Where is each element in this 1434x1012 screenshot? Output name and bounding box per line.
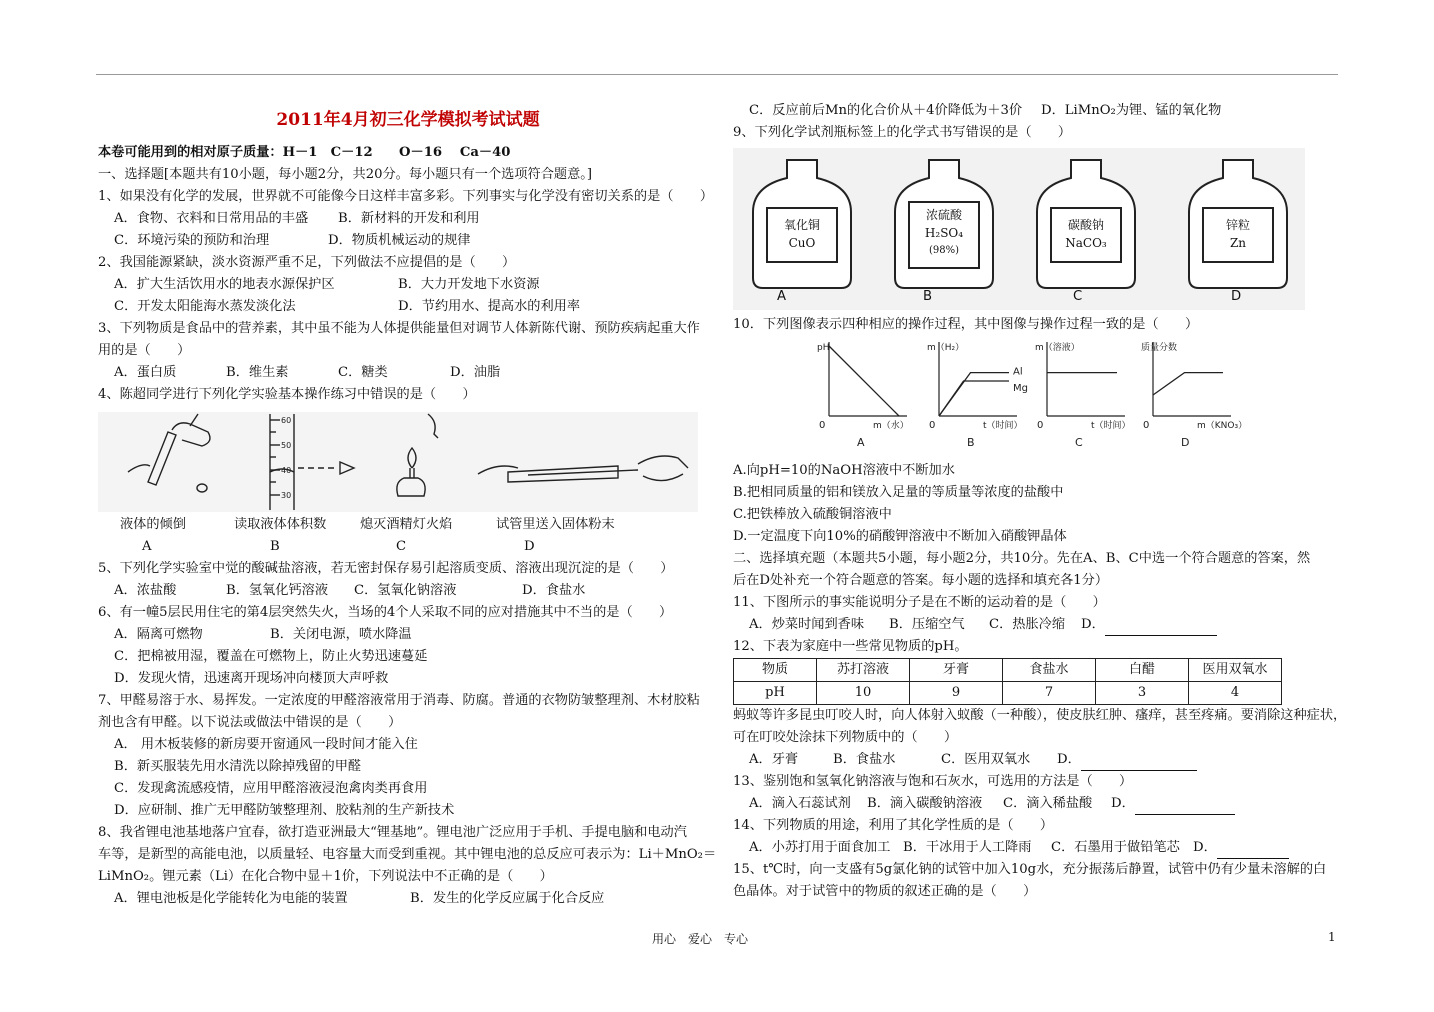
q11-answer-blank[interactable] bbox=[1105, 621, 1217, 636]
q3-option-c: C．糖类 bbox=[338, 365, 388, 380]
q11-option-a: A．炒菜时闻到香味 bbox=[749, 617, 865, 632]
q12-option-d: D． bbox=[1057, 752, 1081, 767]
q4-stem: 4、陈超同学进行下列化学实验基本操作练习中错误的是（ ） bbox=[98, 387, 476, 402]
q14-option-c: C．石墨用于做铅笔芯 bbox=[1051, 840, 1180, 855]
q13-option-a: A．滴入石蕊试剂 bbox=[749, 796, 851, 811]
q14-answer-blank[interactable] bbox=[1217, 844, 1289, 859]
q14-option-a: A．小苏打用于面食加工 bbox=[749, 840, 891, 855]
bottle-b-formula: H₂SO₄ bbox=[924, 226, 964, 240]
q11-option-c: C．热胀冷缩 bbox=[989, 617, 1066, 632]
bottle-d-name: 锌粒 bbox=[1225, 218, 1250, 232]
series-line bbox=[939, 373, 1009, 416]
q4-caption-d: 试管里送入固体粉末 bbox=[496, 517, 615, 532]
tick-label: 30 bbox=[281, 491, 292, 500]
q6-stem: 6、有一幢5层民用住宅的第4层突然失火，当场的4个人采取不同的应对措施其中不当的是（ ） bbox=[98, 605, 673, 620]
x-axis-label: t（时间） bbox=[1091, 421, 1131, 431]
q10-charts-svg bbox=[733, 336, 1333, 460]
tick-label: 40 bbox=[281, 466, 292, 475]
q1-option-b: B．新材料的开发和利用 bbox=[338, 211, 480, 226]
q6-option-c: C．把棉被用湿，覆盖在可燃物上，防止火势迅速蔓延 bbox=[114, 649, 428, 664]
q12-option-c: C．医用双氧水 bbox=[941, 752, 1031, 767]
q5-option-a: A．浓盐酸 bbox=[114, 583, 177, 598]
chart-letter: D bbox=[1181, 436, 1190, 449]
q2-stem: 2、我国能源紧缺，淡水资源严重不足，下列做法不应提倡的是（ ） bbox=[98, 255, 516, 270]
q6-option-b: B．关闭电源，喷水降温 bbox=[270, 627, 412, 642]
q13-option-b: B．滴入碳酸钠溶液 bbox=[867, 796, 983, 811]
atomic-masses: 本卷可能用到的相对原子质量：H－1 C－12 O－16 Ca－40 bbox=[98, 145, 511, 160]
series-line bbox=[939, 381, 1009, 416]
q10-option-c: C.把铁棒放入硫酸铜溶液中 bbox=[733, 507, 892, 522]
q7-stem-line1: 7、甲醛易溶于水、易挥发。一定浓度的甲醛溶液常用于消毒、防腐。普通的衣物防皱整理剂、木材胶粘 bbox=[98, 693, 700, 708]
x-axis-label: m（水） bbox=[873, 421, 909, 431]
right-column bbox=[733, 100, 1347, 903]
q15-line2: 色晶体。对于试管中的物质的叙述正确的是（ ） bbox=[733, 884, 1037, 899]
q7-option-b: B．新买服装先用水清洗以除掉残留的甲醛 bbox=[114, 759, 362, 774]
q8-option-c: C．反应前后Mn的化合价从＋4价降低为＋3价 bbox=[749, 103, 1023, 118]
table-cell: 10 bbox=[817, 682, 910, 705]
q3-stem-line2: 用的是（ ） bbox=[98, 343, 191, 358]
page-title: 2011年4月初三化学模拟考试试题 bbox=[276, 110, 540, 130]
q12-text-line1: 蚂蚁等许多昆虫叮咬人时，向人体射入蚁酸（一种酸），使皮肤红肿、瘙痒，甚至疼痛。要消除这种症状， bbox=[733, 708, 1347, 723]
q13-answer-blank[interactable] bbox=[1135, 800, 1235, 815]
bottle-d-formula: Zn bbox=[1229, 236, 1247, 250]
q7-option-d: D．应研制、推广无甲醛防皱整理剂、胶粘剂的生产新技术 bbox=[114, 803, 455, 818]
left-column bbox=[98, 100, 718, 910]
table-header-cell: 牙膏 bbox=[910, 659, 1003, 682]
origin-label: 0 bbox=[819, 420, 826, 431]
q2-option-a: A．扩大生活饮用水的地表水源保护区 bbox=[114, 277, 335, 292]
origin-label: 0 bbox=[929, 420, 936, 431]
q4-letter: A bbox=[142, 539, 152, 554]
bottle-a-formula: CuO bbox=[788, 236, 816, 250]
origin-label: 0 bbox=[1037, 420, 1044, 431]
q11-option-d: D． bbox=[1081, 617, 1105, 632]
bottle-c-text bbox=[1051, 216, 1121, 252]
table-cell: 4 bbox=[1189, 682, 1282, 705]
bottle-b-text bbox=[909, 206, 979, 260]
bottle-c-letter: C bbox=[1073, 289, 1083, 304]
q2-option-d: D．节约用水、提高水的利用率 bbox=[398, 299, 581, 314]
q6-option-a: A．隔离可燃物 bbox=[114, 627, 203, 642]
q4-caption-c: 熄灭酒精灯火焰 bbox=[360, 517, 453, 532]
q9-figure bbox=[733, 148, 1305, 310]
section-1-heading: 一、选择题[本题共有10小题，每小题2分，共20分。每小题只有一个选项符合题意。] bbox=[98, 167, 593, 182]
table-cell: 9 bbox=[910, 682, 1003, 705]
q8-option-a: A．锂电池板是化学能转化为电能的装置 bbox=[114, 891, 348, 906]
q4-letter: B bbox=[270, 539, 280, 554]
q14-stem: 14、下列物质的用途，利用了其化学性质的是（ ） bbox=[733, 818, 1054, 833]
q5-option-d: D．食盐水 bbox=[522, 583, 586, 598]
q4-caption-b: 读取液体体积数 bbox=[234, 517, 327, 532]
q14-option-b: B．干冰用于人工降雨 bbox=[903, 840, 1032, 855]
q4-letter: C bbox=[396, 539, 407, 554]
q1-option-a: A．食物、衣料和日常用品的丰盛 bbox=[114, 211, 309, 226]
table-header-cell: 苏打溶液 bbox=[817, 659, 910, 682]
q3-option-b: B．维生素 bbox=[226, 365, 289, 380]
q4-caption-a: 液体的倾倒 bbox=[120, 517, 186, 532]
q10-option-a: A.向pH=10的NaOH溶液中不断加水 bbox=[733, 463, 955, 478]
q10-option-b: B.把相同质量的铝和镁放入足量的等质量等浓度的盐酸中 bbox=[733, 485, 1064, 500]
q13-stem: 13、鉴别饱和氢氧化钠溶液与饱和石灰水，可选用的方法是（ ） bbox=[733, 774, 1133, 789]
q12-option-a: A．牙膏 bbox=[749, 752, 799, 767]
y-axis-label: 质量分数 bbox=[1141, 343, 1178, 353]
q4-lab-drawings bbox=[98, 412, 698, 512]
q12-text-line2: 可在叮咬处涂抹下列物质中的（ ） bbox=[733, 730, 958, 745]
q3-stem-line1: 3、下列物质是食品中的营养素，其中虽不能为人体提供能量但对调节人体新陈代谢、预防疾病起重大作 bbox=[98, 321, 700, 336]
q8-stem-line2: 车等，是新型的高能电池，以质量轻、电容量大而受到重视。其中锂电池的总反应可表示为：Li＋MnO₂＝ bbox=[98, 847, 717, 862]
tick-label: 50 bbox=[281, 441, 292, 450]
section-2-line2: 后在D处补充一个符合题意的答案。每小题的选择和填充各1分） bbox=[733, 573, 1109, 588]
q12-option-b: B．食盐水 bbox=[833, 752, 896, 767]
y-axis-label: pH bbox=[817, 343, 830, 353]
q4-letter: D bbox=[524, 539, 535, 554]
bottle-c-name: 碳酸钠 bbox=[1067, 218, 1104, 232]
q7-stem-line2: 剂也含有甲醛。以下说法或做法中错误的是（ ） bbox=[98, 715, 402, 730]
tick-label: 60 bbox=[281, 416, 292, 425]
q5-option-b: B．氢氧化钙溶液 bbox=[226, 583, 329, 598]
chart-letter: B bbox=[967, 436, 975, 449]
q8-option-b: B．发生的化学反应属于化合反应 bbox=[410, 891, 605, 906]
q2-option-c: C．开发太阳能海水蒸发淡化法 bbox=[114, 299, 296, 314]
table-row bbox=[734, 682, 1282, 705]
table-header-cell: 食盐水 bbox=[1003, 659, 1096, 682]
q10-stem: 10．下列图像表示四种相应的操作过程，其中图像与操作过程一致的是（ ） bbox=[733, 317, 1199, 332]
q6-option-d: D．发现火情，迅速离开现场冲向楼顶大声呼救 bbox=[114, 671, 389, 686]
bottle-d-text bbox=[1203, 216, 1273, 252]
bottle-d-letter: D bbox=[1231, 289, 1242, 304]
x-axis-label: m（KNO₃） bbox=[1197, 421, 1248, 431]
bottle-a-name: 氧化铜 bbox=[783, 218, 820, 232]
q10-charts bbox=[733, 336, 1339, 460]
q12-answer-blank[interactable] bbox=[1081, 756, 1197, 771]
y-axis-label: m（H₂） bbox=[927, 343, 965, 353]
table-row bbox=[734, 659, 1282, 682]
q1-option-c: C．环境污染的预防和治理 bbox=[114, 233, 270, 248]
q15-line1: 15、t℃时，向一支盛有5g氯化钠的试管中加入10g水，充分振荡后静置，试管中仍有少量未溶解的白 bbox=[733, 862, 1327, 877]
table-cell: 3 bbox=[1096, 682, 1189, 705]
q9-stem: 9、下列化学试剂瓶标签上的化学式书写错误的是（ ） bbox=[733, 125, 1072, 140]
q13-option-c: C．滴入稀盐酸 bbox=[1003, 796, 1093, 811]
table-cell: 7 bbox=[1003, 682, 1096, 705]
chart-letter: C bbox=[1075, 436, 1083, 449]
bottle-b-extra: (98%) bbox=[928, 245, 960, 256]
table-header-cell: 医用双氧水 bbox=[1189, 659, 1282, 682]
bottle-c-formula: NaCO₃ bbox=[1065, 236, 1107, 250]
x-axis-label: t（时间） bbox=[983, 421, 1023, 431]
q5-stem: 5、下列化学实验室中觉的酸碱盐溶液，若无密封保存易引起溶质变质、溶液出现沉淀的是（ ） bbox=[98, 561, 674, 576]
table-header-cell: 物质 bbox=[734, 659, 817, 682]
series-label: Mg bbox=[1013, 383, 1028, 394]
origin-label: 0 bbox=[1143, 420, 1150, 431]
q2-option-b: B．大力开发地下水资源 bbox=[398, 277, 540, 292]
q3-option-d: D．油脂 bbox=[450, 365, 501, 380]
bottle-a-text bbox=[767, 216, 837, 252]
ph-table bbox=[733, 658, 1282, 705]
section-2-line1: 二、选择填充题（本题共5小题，每小题2分，共10分。先在A、B、C中选一个符合题意的答案，然 bbox=[733, 551, 1311, 566]
footer-motto: 用心 爱心 专心 bbox=[652, 932, 749, 946]
q10-option-d: D.一定温度下向10%的硝酸钾溶液中不断加入硝酸钾晶体 bbox=[733, 529, 1067, 544]
bottle-b-name: 浓硫酸 bbox=[925, 208, 962, 222]
q4-figure bbox=[98, 406, 718, 554]
q7-option-c: C．发现禽流感疫情，应用甲醛溶液浸泡禽肉类再食用 bbox=[114, 781, 428, 796]
bottle-a-letter: A bbox=[777, 289, 787, 304]
page-number: 1 bbox=[1328, 930, 1336, 944]
q13-option-d: D． bbox=[1111, 796, 1135, 811]
y-axis-label: m（溶液） bbox=[1035, 343, 1080, 353]
q5-option-c: C．氢氧化钠溶液 bbox=[354, 583, 457, 598]
series-label: Al bbox=[1013, 366, 1023, 378]
q1-option-d: D．物质机械运动的规律 bbox=[328, 233, 471, 248]
header-rule bbox=[96, 74, 1338, 75]
series-line bbox=[1153, 373, 1223, 395]
q1-stem: 1、如果没有化学的发展，世界就不可能像今日这样丰富多彩。下列事实与化学没有密切关系的是（ ） bbox=[98, 189, 714, 204]
q11-option-b: B．压缩空气 bbox=[889, 617, 965, 632]
q12-stem: 12、下表为家庭中一些常见物质的pH。 bbox=[733, 639, 968, 654]
series-line bbox=[829, 346, 899, 416]
table-cell: pH bbox=[734, 682, 817, 705]
chart-letter: A bbox=[857, 436, 865, 449]
q8-option-d: D．LiMnO₂为锂、锰的氧化物 bbox=[1041, 103, 1222, 118]
q14-option-d: D． bbox=[1193, 840, 1217, 855]
q8-stem-line1: 8、我省锂电池基地落户宜春，欲打造亚洲最大“锂基地”。锂电池广泛应用于手机、手提电脑和电动汽 bbox=[98, 825, 687, 840]
q3-option-a: A．蛋白质 bbox=[114, 365, 177, 380]
q11-stem: 11、下图所示的事实能说明分子是在不断的运动着的是（ ） bbox=[733, 595, 1106, 610]
table-header-cell: 白醋 bbox=[1096, 659, 1189, 682]
q7-option-a: A． 用木板装修的新房要开窗通风一段时间才能入住 bbox=[114, 737, 418, 752]
bottle-b-letter: B bbox=[923, 289, 933, 304]
q8-stem-line3: LiMnO₂。锂元素（Li）在化合物中显＋1价，下列说法中不正确的是（ ） bbox=[98, 869, 553, 884]
